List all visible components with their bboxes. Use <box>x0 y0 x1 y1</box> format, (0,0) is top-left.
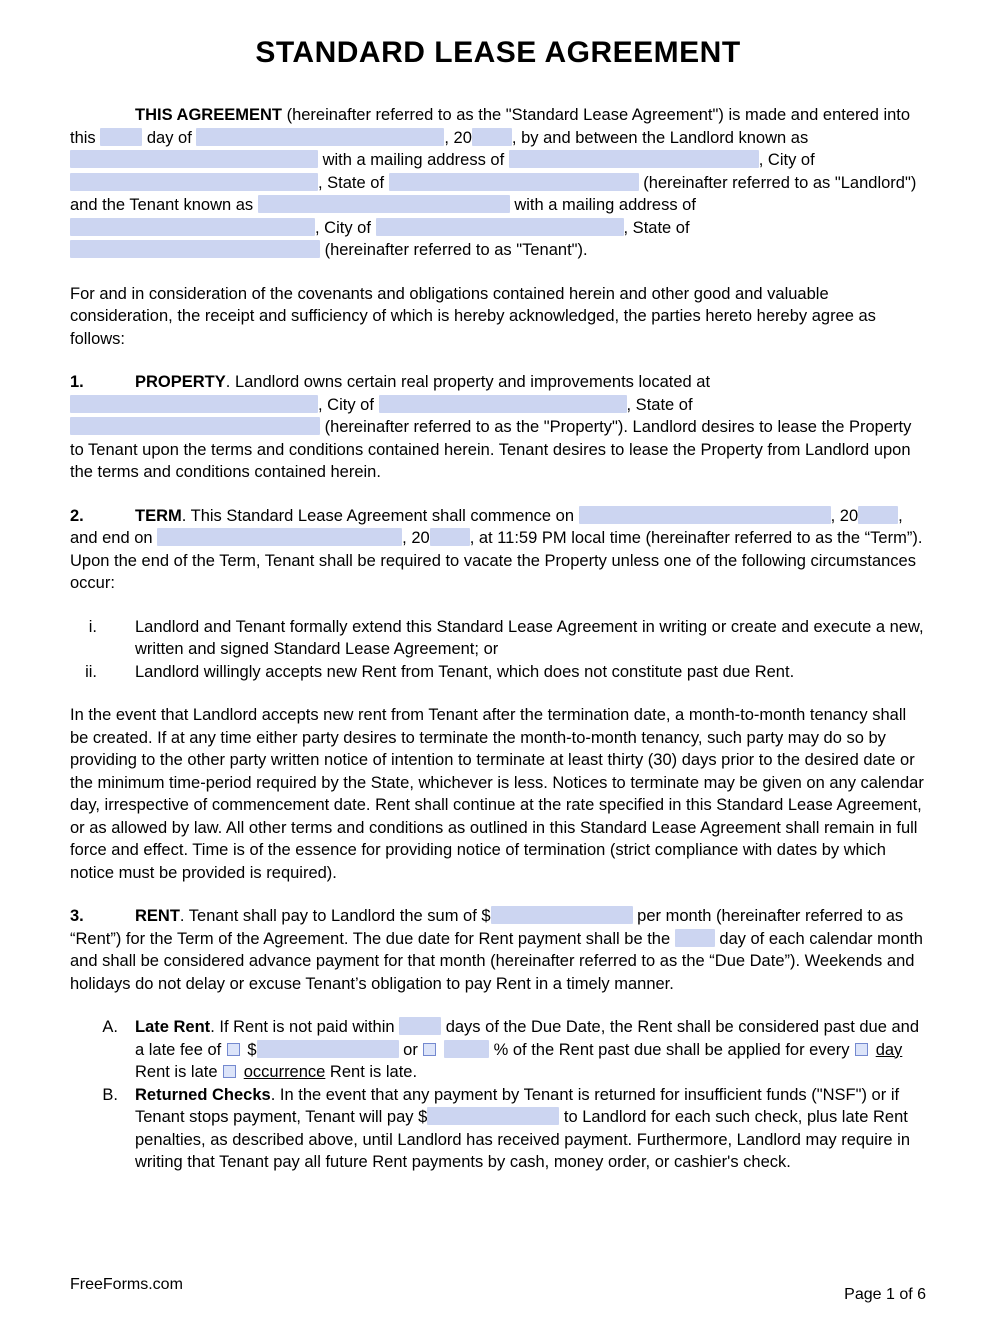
blank-field-property-city[interactable] <box>379 395 627 413</box>
blank-field-end-year[interactable] <box>430 528 470 546</box>
blank-field-landlord-city[interactable] <box>70 173 318 191</box>
text-run: to Landlord for each such check, plus late Rent penalties, as described above, until Landlord has received payment. Furthermore, Landlord may require in writing that Tenant pay all future Rent payments by cash, money order, or cashier's check. <box>135 1108 911 1171</box>
list-marker: ii. <box>85 662 97 681</box>
list-marker: B. <box>102 1085 118 1104</box>
text-run: with a mailing address of <box>509 196 696 214</box>
text-run: Rent is late <box>135 1063 223 1081</box>
blank-field-landlord-name[interactable] <box>70 150 318 168</box>
text-run: (hereinafter referred to as "Tenant"). <box>320 241 588 259</box>
per-day-checkbox[interactable] <box>855 1043 868 1056</box>
text-run: . This Standard Lease Agreement shall commence on <box>181 506 579 525</box>
blank-field-landlord-mailing-address[interactable] <box>509 150 759 168</box>
late-fee-percent-checkbox[interactable] <box>423 1043 436 1056</box>
list-marker: i. <box>88 617 97 636</box>
section-number: 3. <box>70 907 84 925</box>
text-run: , and end on <box>70 506 903 547</box>
text-run: , 20 <box>444 128 472 147</box>
underlined-text: day <box>875 1040 903 1059</box>
returned-checks-text <box>135 1086 910 1172</box>
rent-subsections-list <box>70 1016 926 1174</box>
section-property-paragraph <box>70 371 926 484</box>
blank-field-property-address[interactable] <box>70 395 318 413</box>
late-fee-dollar-checkbox[interactable] <box>227 1043 240 1056</box>
text-run: , 20 <box>830 506 859 525</box>
text-run: . Tenant shall pay to Landlord the sum of $ <box>179 907 491 925</box>
blank-field-tenant-state[interactable] <box>70 240 320 258</box>
text-run: . Landlord owns certain real property and improvements located at <box>225 373 711 391</box>
blank-field-late-fee-percent[interactable] <box>444 1040 489 1058</box>
text-run: (hereinafter referred to as "Landlord") and the Tenant known as <box>70 173 917 214</box>
text-run: , State of <box>318 173 389 192</box>
list-item-ii <box>70 661 926 684</box>
page-footer <box>70 1276 926 1304</box>
bold-text: Late Rent <box>135 1018 211 1036</box>
text-run: with a mailing address of <box>318 151 509 169</box>
text-run: Rent is late. <box>325 1063 418 1081</box>
blank-field-tenant-name[interactable] <box>258 195 510 213</box>
text-run: % of the Rent past due shall be applied for every <box>489 1040 855 1059</box>
blank-field-year[interactable] <box>472 128 512 146</box>
blank-field-late-grace-days[interactable] <box>399 1017 441 1035</box>
term-conditions-list <box>70 616 926 684</box>
list-item-text: Landlord and Tenant formally extend this Standard Lease Agreement in writing or create and execute a new, written and signed Standard Lease Agreement; or <box>135 617 924 658</box>
blank-field-nsf-fee-amount[interactable] <box>427 1107 559 1125</box>
blank-field-rent-due-day[interactable] <box>675 929 715 947</box>
blank-field-tenant-city[interactable] <box>376 218 624 236</box>
text-run: (hereinafter referred to as the "Property"). Landlord desires to lease the Property to Tenant upon the terms and conditions contained herein. Tenant desires to lease the Property from Landlord upon the terms and conditions contained herein. <box>70 418 912 481</box>
footer-page-number: Page 1 of 6 <box>844 1286 926 1303</box>
text-run: day of each calendar month and shall be considered advance payment for that month (hereinafter referred to as the “Due Date”). Weekends and holidays do not delay or excuse Tenant’s obligation to pay Rent in a timely manner. <box>70 929 923 993</box>
month-to-month-paragraph: In the event that Landlord accepts new rent from Tenant after the termination date, a month-to-month tenancy shall be created. If at any time either party desires to terminate the month-to-month tenancy, such party may do so by providing to the other party written notice of intention to terminate at least thirty (30) days prior to the desired date or the minimum time-period required by the State, whichever is less. Notices to terminate may be given on any calendar day, irrespective of commencement date. Rent shall continue at the rate specified in this Standard Lease Agreement, or as allowed by law. All other terms and conditions as outlined in this Standard Lease Agreement shall remain in full force and effect. Time is of the essence for providing notice of termination (strict compliance with dates by which notice must be provided is required). <box>70 706 924 882</box>
text-run: $ <box>242 1040 257 1059</box>
text-run: per month (hereinafter referred to as “Rent”) for the Term of the Agreement. The due date for Rent payment shall be the <box>70 907 904 948</box>
text-run: , State of <box>626 395 693 414</box>
text-run: day of <box>142 128 197 147</box>
list-item-returned-checks <box>70 1084 926 1174</box>
text-run: (hereinafter referred to as the "Standard Lease Agreement") is made and entered into this <box>70 106 911 147</box>
blank-field-month[interactable] <box>196 128 444 146</box>
text-run: , State of <box>623 218 690 237</box>
section-number: 1. <box>70 373 84 391</box>
bold-text: RENT <box>135 907 180 925</box>
per-occurrence-checkbox[interactable] <box>223 1065 236 1078</box>
blank-field-late-fee-amount[interactable] <box>257 1040 399 1058</box>
list-marker: A. <box>102 1018 118 1036</box>
text-run: or <box>398 1040 423 1059</box>
blank-field-tenant-mailing-address[interactable] <box>70 218 315 236</box>
blank-field-start-year[interactable] <box>858 506 898 524</box>
list-item-i <box>70 616 926 661</box>
bold-text: THIS AGREEMENT <box>135 106 282 124</box>
list-item-late-rent <box>70 1016 926 1084</box>
bold-text: TERM <box>135 506 182 525</box>
blank-field-property-state[interactable] <box>70 417 320 435</box>
list-item-text: Landlord willingly accepts new Rent from Tenant, which does not constitute past due Rent. <box>135 662 795 681</box>
blank-field-start-date[interactable] <box>579 506 831 524</box>
blank-field-monthly-rent-amount[interactable] <box>491 906 633 924</box>
document-title: STANDARD LEASE AGREEMENT <box>255 36 741 69</box>
section-number: 2. <box>70 506 84 525</box>
text-run: , at 11:59 PM local time (hereinafter referred to as the “Term”). Upon the end of the Term, Tenant shall be required to vacate the Property unless one of the following circumstances occur: <box>70 529 923 592</box>
section-rent-paragraph <box>70 905 926 995</box>
text-run: , by and between the Landlord known as <box>511 128 809 147</box>
blank-field-landlord-state[interactable] <box>389 173 639 191</box>
underlined-text: occurrence <box>243 1063 326 1081</box>
text-run: , City of <box>315 218 376 237</box>
intro-paragraph <box>70 104 926 262</box>
blank-field-end-date[interactable] <box>157 528 402 546</box>
text-run: days of the Due Date, the Rent shall be considered past due and a late fee of <box>135 1018 920 1059</box>
blank-field-day-number[interactable] <box>100 128 142 146</box>
section-term-paragraph <box>70 505 926 595</box>
text-run: . If Rent is not paid within <box>210 1018 400 1036</box>
text-run: , 20 <box>402 529 430 547</box>
text-run: , City of <box>758 151 815 169</box>
text-run: . In the event that any payment by Tenant is returned for insufficient funds ("NSF") or if Tenant stops payment, Tenant will pay $ <box>135 1085 900 1126</box>
text-run: , City of <box>318 395 379 414</box>
footer-brand: FreeForms.com <box>70 1276 183 1293</box>
consideration-paragraph: For and in consideration of the covenants and obligations contained herein and other good and valuable consideration, the receipt and sufficiency of which is hereby acknowledged, the parties hereto hereby agree as follows: <box>70 284 876 348</box>
bold-text: Returned Checks <box>135 1085 271 1104</box>
bold-text: PROPERTY <box>135 373 226 391</box>
late-rent-text <box>135 1018 919 1081</box>
